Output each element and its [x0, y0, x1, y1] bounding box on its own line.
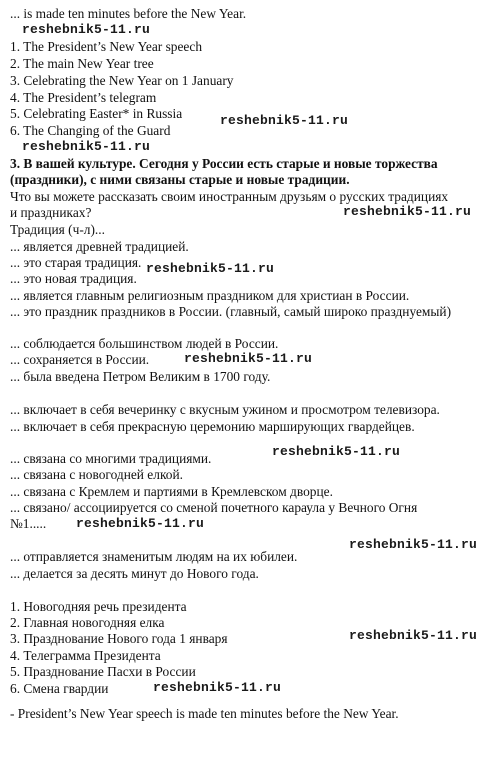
watermark-text: reshebnik5-11.ru — [343, 204, 472, 219]
watermark-text: reshebnik5-11.ru — [22, 139, 151, 154]
list-item: 1. Новогодняя речь президента — [10, 599, 187, 614]
phrase-line: ... была введена Петром Великим в 1700 году. — [10, 369, 271, 384]
watermark-text: reshebnik5-11.ru — [184, 351, 313, 366]
list-item: 5. Празднование Пасхи в России — [10, 664, 196, 679]
phrase-line: ... является главным религиозным праздником для христиан в России. — [10, 288, 410, 303]
phrase-line: ... делается за десять минут до Нового года. — [10, 566, 259, 581]
phrase-line: ... соблюдается большинством людей в России. — [10, 336, 279, 351]
phrase-line: ... это праздник праздников в России. (главный, самый широко празднуемый) — [10, 304, 452, 319]
phrase-line: ... связано/ ассоциируется со сменой почетного караула у Вечного Огня — [10, 500, 418, 515]
phrase-line: ... отправляется знаменитым людям на их юбилеи. — [10, 549, 298, 564]
phrase-line: ... это старая традиция. — [10, 255, 142, 270]
task-question: Что вы можете рассказать своим иностранным друзьям о русских традициях — [10, 189, 449, 204]
phrase-line: ... включает в себя вечеринку с вкусным ужином и просмотром телевизора. — [10, 402, 440, 417]
phrase-line: ... включает в себя прекрасную церемонию марширующих гвардейцев. — [10, 419, 415, 434]
watermark-text: reshebnik5-11.ru — [220, 113, 349, 128]
list-item: 4. The President’s telegram — [10, 90, 157, 105]
list-item: 4. Телеграмма Президента — [10, 648, 161, 663]
phrase-line: ... связана с Кремлем и партиями в Кремлевском дворце. — [10, 484, 333, 499]
watermark-text: reshebnik5-11.ru — [22, 22, 151, 37]
list-item: 6. The Changing of the Guard — [10, 123, 171, 138]
watermark-text: reshebnik5-11.ru — [349, 628, 478, 643]
task-heading: 3. В вашей культуре. Сегодня у России есть старые и новые торжества — [10, 156, 438, 171]
list-item: 2. The main New Year tree — [10, 56, 154, 71]
watermark-text: reshebnik5-11.ru — [146, 261, 275, 276]
task-heading: (праздники), с ними связаны старые и новые традиции. — [10, 172, 350, 187]
watermark-text: reshebnik5-11.ru — [272, 444, 401, 459]
task-question: и праздниках? — [10, 205, 92, 220]
watermark-text: reshebnik5-11.ru — [153, 680, 282, 695]
list-item: 6. Смена гвардии — [10, 681, 109, 696]
list-item: 1. The President’s New Year speech — [10, 39, 203, 54]
list-item: 3. Celebrating the New Year on 1 January — [10, 73, 234, 88]
list-item: 2. Главная новогодняя елка — [10, 615, 165, 630]
phrase-line: ... связана со многими традициями. — [10, 451, 212, 466]
text-line: ... is made ten minutes before the New Year. — [10, 6, 247, 21]
answer-line: - President’s New Year speech is made ten minutes before the New Year. — [10, 706, 399, 721]
phrase-line: ... связана с новогодней елкой. — [10, 467, 183, 482]
phrase-line: ... является древней традицией. — [10, 239, 189, 254]
phrase-line: №1..... — [10, 516, 47, 531]
phrase-line: ... сохраняется в России. — [10, 352, 150, 367]
list-item: 5. Celebrating Easter* in Russia — [10, 106, 183, 121]
phrase-line: ... это новая традиция. — [10, 271, 137, 286]
task-stem: Традиция (ч-л)... — [10, 222, 105, 237]
watermark-text: reshebnik5-11.ru — [349, 537, 478, 552]
list-item: 3. Празднование Нового года 1 января — [10, 631, 228, 646]
watermark-text: reshebnik5-11.ru — [76, 516, 205, 531]
